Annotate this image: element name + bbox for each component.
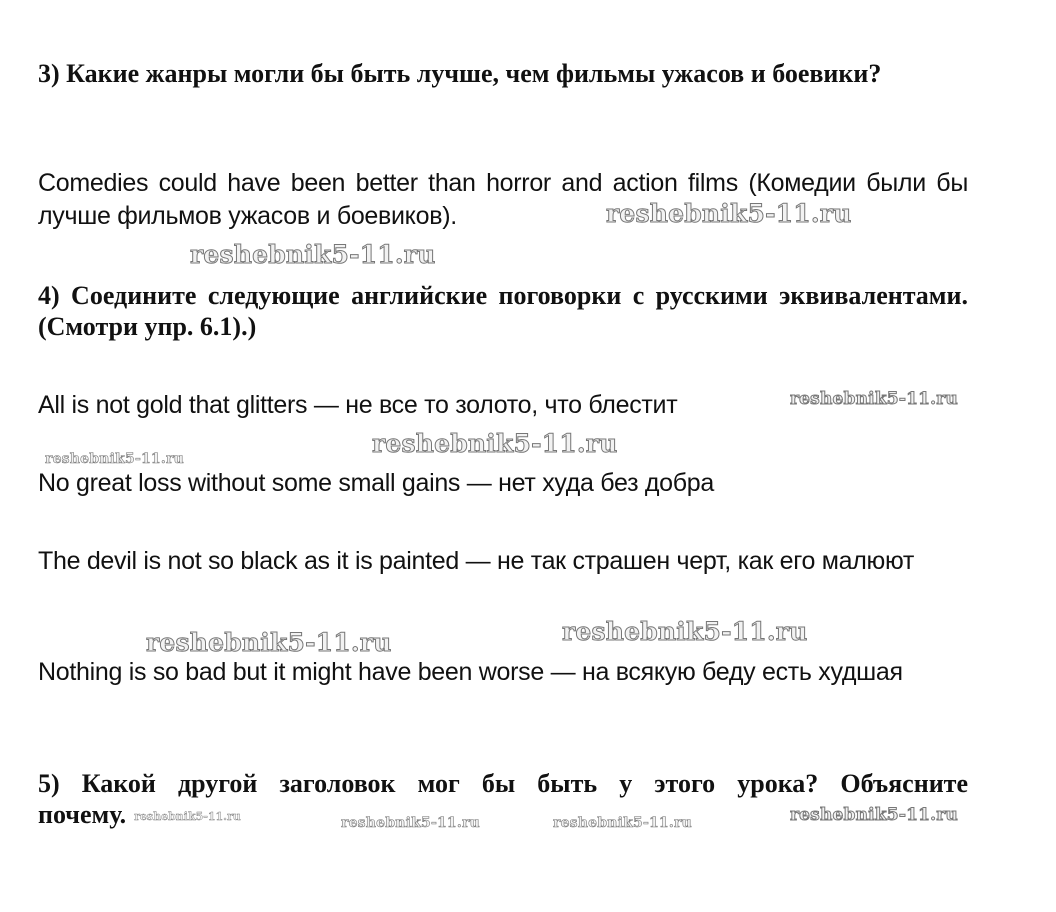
watermark: reshebnik5-11.ru — [372, 429, 618, 458]
question-4-text: 4) Соедините следующие английские поговорки с русскими эквивалентами. (Смотри упр. 6.1).) — [38, 281, 968, 341]
proverb-3 — [38, 545, 968, 578]
watermark: reshebnik5-11.ru — [790, 389, 958, 409]
watermark-inline: reshebnik5-11.ru — [134, 810, 241, 823]
watermark: reshebnik5-11.ru — [606, 199, 852, 228]
question-5-text: 5) Какой другой заголовок мог бы быть у этого урока? Объясните почему. — [38, 769, 968, 829]
proverb-1-text: All is not gold that glitters — не все то золото, что блестит — [38, 391, 678, 419]
question-3-text: 3) Какие жанры могли бы быть лучше, чем фильмы ужасов и боевики? — [38, 59, 882, 88]
watermark: reshebnik5-11.ru — [45, 451, 184, 467]
proverb-4 — [38, 656, 968, 689]
question-3-title — [38, 58, 968, 89]
watermark: reshebnik5-11.ru — [146, 628, 392, 657]
watermark: reshebnik5-11.ru — [553, 815, 692, 831]
question-4-title — [38, 280, 968, 342]
proverb-3-text: The devil is not so black as it is painted — не так страшен черт, как его малюют — [38, 547, 915, 575]
proverb-2 — [38, 467, 968, 500]
watermark: reshebnik5-11.ru — [190, 240, 436, 269]
answer-3-text: Comedies could have been better than horror and action films (Комедии были бы лучше фильмов ужасов и боевиков). — [38, 169, 968, 230]
watermark: reshebnik5-11.ru — [562, 617, 808, 646]
proverb-2-text: No great loss without some small gains — нет худа без добра — [38, 469, 715, 497]
proverb-4-text: Nothing is so bad but it might have been worse — на всякую беду есть худшая — [38, 658, 903, 686]
watermark: reshebnik5-11.ru — [790, 805, 958, 825]
watermark: reshebnik5-11.ru — [341, 815, 480, 831]
